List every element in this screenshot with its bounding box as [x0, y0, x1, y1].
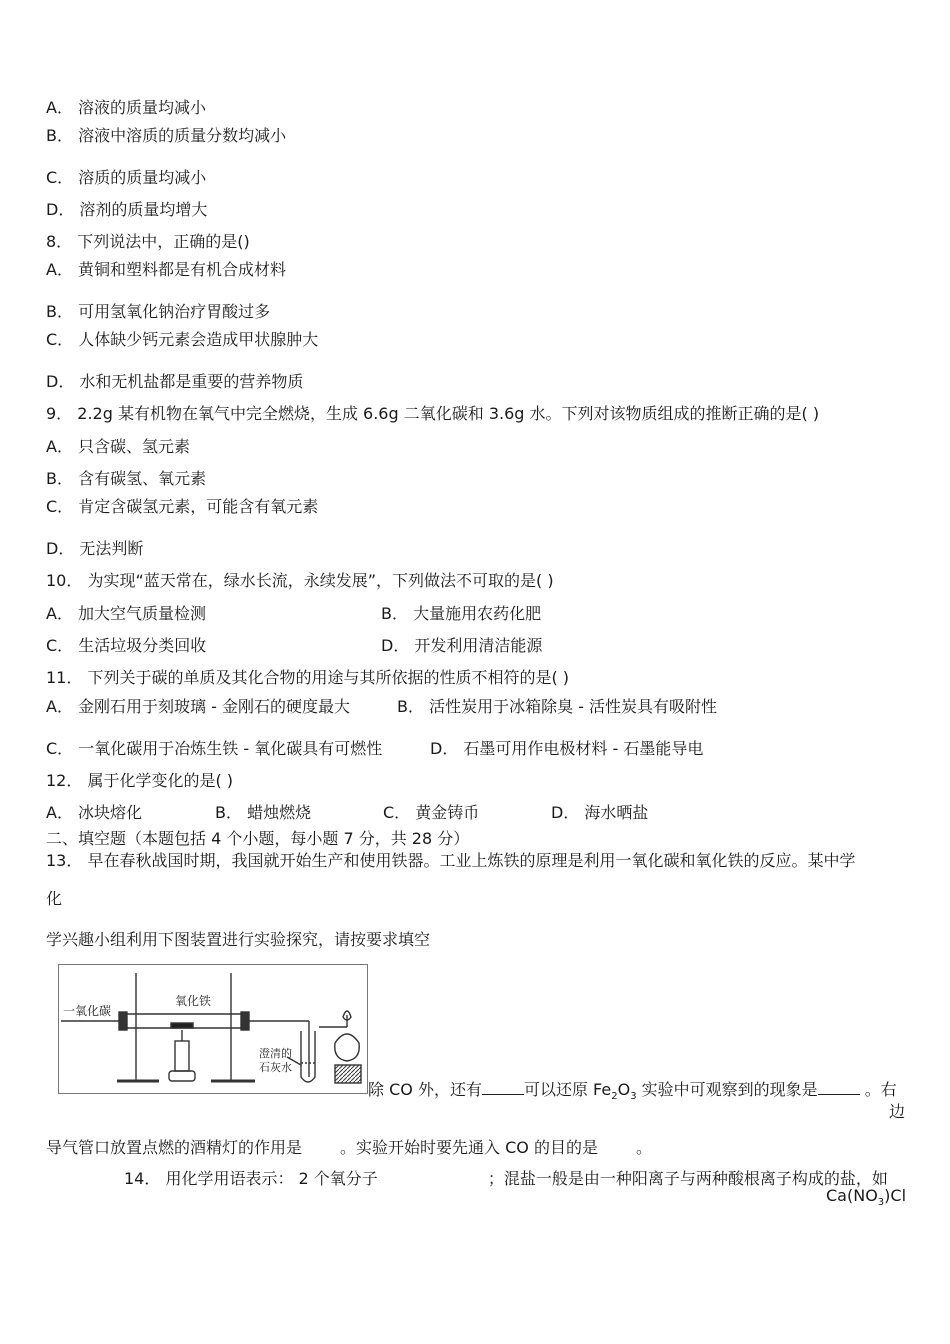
formula-part-b: )Cl [884, 1186, 907, 1205]
q11-option-c: C． 一氧化碳用于冶炼生铁 - 氧化碳具有可燃性 [46, 739, 383, 758]
fe2o3-sub-3: 3 [630, 1091, 637, 1103]
right-stopper [241, 1012, 249, 1030]
q13-text-a: 除 CO 外，还有 [368, 1080, 482, 1099]
apparatus-figure [58, 964, 368, 1094]
iron-oxide-sample [171, 1023, 193, 1028]
q13-text-e: 导气管口放置点燃的酒精灯的作用是 [46, 1138, 303, 1157]
q9-option-c: C． 肯定含碳氢元素，可能含有氧元素 [46, 497, 319, 516]
label-iron-oxide: 氧化铁 [175, 994, 212, 1008]
burner-body [175, 1041, 189, 1071]
q11-option-a: A． 金刚石用于刻玻璃 - 金刚石的硬度最大 [46, 697, 350, 716]
q7-option-d: D． 溶剂的质量均增大 [46, 200, 208, 219]
q9-stem: 9． 2.2g 某有机物在氧气中完全燃烧，生成 6.6g 二氧化碳和 3.6g 水。下列对该物质组成的推断正确的是( ) [46, 404, 820, 423]
section-heading: 二、填空题（本题包括 4 个小题，每小题 7 分，共 28 分） [46, 829, 470, 848]
q13-wrap-char: 边 [889, 1102, 906, 1121]
q9-option-a: A． 只含碳、氢元素 [46, 437, 191, 456]
lamp-block [335, 1065, 361, 1083]
q13-blank-2[interactable] [818, 1078, 860, 1095]
q7-option-c: C． 溶质的质量均减小 [46, 168, 207, 187]
q12-option-b: B． 蜡烛燃烧 [215, 803, 312, 822]
q12-option-d: D． 海水晒盐 [551, 803, 649, 822]
q10-option-d: D． 开发利用清洁能源 [381, 636, 543, 655]
q8-option-c: C． 人体缺少钙元素会造成甲状腺肿大 [46, 330, 319, 349]
q13-text-f: 。实验开始时要先通入 CO 的目的是 [340, 1138, 598, 1157]
fe2o3-o: O [617, 1080, 631, 1099]
alcohol-lamp [335, 1034, 360, 1061]
burner-base [169, 1071, 195, 1081]
label-lime-water-2: 石灰水 [259, 1061, 292, 1074]
q13-line-3: 学兴趣小组利用下图装置进行实验探究，请按要求填空 [46, 930, 431, 949]
q13-text-d: 。右 [859, 1080, 897, 1099]
formula-sub: 3 [877, 1197, 885, 1209]
q7-option-a: A． 溶液的质量均减小 [46, 98, 207, 117]
left-stopper [119, 1012, 127, 1030]
label-carbon-monoxide: 一氧化碳 [63, 1004, 112, 1018]
formula-part-a: Ca(NO [826, 1186, 878, 1205]
q12-option-c: C． 黄金铸币 [383, 803, 480, 822]
q8-stem: 8． 下列说法中，正确的是() [46, 232, 250, 251]
q9-option-b: B． 含有碳氢、氧元素 [46, 469, 207, 488]
q13-line-4 [368, 1078, 897, 1107]
q8-option-a: A． 黄铜和塑料都是有机合成材料 [46, 260, 287, 279]
q10-option-a: A． 加大空气质量检测 [46, 604, 207, 623]
q13-text-g: 。 [635, 1138, 652, 1157]
q13-line-5 [46, 1138, 652, 1158]
q12-stem: 12． 属于化学变化的是( ) [46, 771, 234, 790]
q10-stem: 10． 为实现“蓝天常在，绿水长流，永续发展”，下列做法不可取的是( ) [46, 571, 554, 590]
q11-option-d: D． 石墨可用作电极材料 - 石墨能导电 [430, 739, 704, 758]
q12-option-a: A． 冰块熔化 [46, 803, 143, 822]
q10-option-c: C． 生活垃圾分类回收 [46, 636, 207, 655]
q11-stem: 11． 下列关于碳的单质及其化合物的用途与其所依据的性质不相符的是( ) [46, 668, 570, 687]
q7-option-b: B． 溶液中溶质的质量分数均减小 [46, 126, 287, 145]
q14-line [124, 1169, 888, 1189]
q13-blank-1[interactable] [482, 1078, 524, 1095]
q13-line-2: 化 [46, 889, 63, 908]
q14-text-a: 14． 用化学用语表示： 2 个氧分子 [124, 1169, 378, 1188]
label-lime-water-1: 澄清的 [259, 1047, 292, 1060]
q14-text-b: ；混盐一般是由一种阳离子与两种酸根离子构成的盐，如 [487, 1169, 888, 1188]
q10-option-b: B． 大量施用农药化肥 [381, 604, 542, 623]
q14-formula [826, 1186, 906, 1213]
q13-line-1: 13． 早在春秋战国时期，我国就开始生产和使用铁器。工业上炼铁的原理是利用一氧化碳和氧化铁的反应。某中学 [46, 851, 856, 870]
q9-option-d: D． 无法判断 [46, 539, 144, 558]
q13-text-b: 可以还原 Fe [523, 1080, 612, 1099]
q11-option-b: B． 活性炭用于冰箱除臭 - 活性炭具有吸附性 [397, 697, 718, 716]
apparatus-drawing [59, 965, 367, 1093]
fe2o3-sub-2: 2 [611, 1091, 618, 1103]
test-tube [301, 1031, 315, 1082]
q8-option-b: B． 可用氢氧化钠治疗胃酸过多 [46, 302, 271, 321]
q8-option-d: D． 水和无机盐都是重要的营养物质 [46, 372, 304, 391]
q13-text-c: 实验中可观察到的现象是 [636, 1080, 818, 1099]
